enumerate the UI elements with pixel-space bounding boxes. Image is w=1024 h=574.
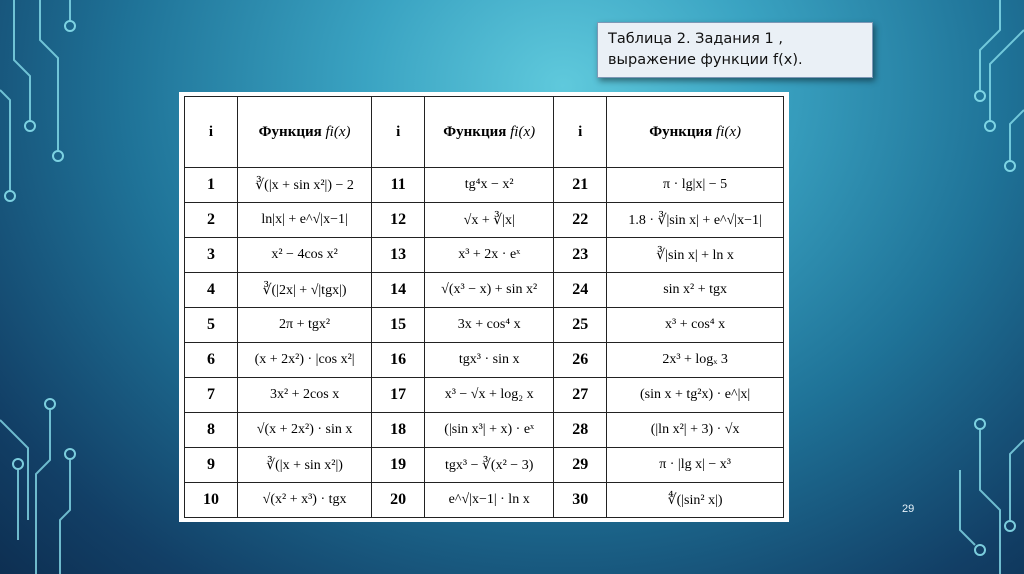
index-cell: 27 [554,378,607,413]
index-cell: 7 [185,378,238,413]
header-i: i [372,97,425,168]
index-cell: 2 [185,203,238,238]
table-row [185,168,784,203]
caption-line-1: Таблица 2. Задания 1 , [608,31,783,47]
index-cell: 25 [554,308,607,343]
index-cell: 14 [372,273,425,308]
index-cell: 8 [185,413,238,448]
function-cell: ∛|sin x| + ln x [607,238,784,273]
header-function [425,97,554,168]
index-cell: 29 [554,448,607,483]
table-row [185,238,784,273]
caption-line-2: выражение функции f(x). [608,52,803,68]
index-cell: 20 [372,483,425,518]
table-row [185,378,784,413]
function-cell: tg⁴x − x² [425,168,554,203]
function-cell: tgx³ · sin x [425,343,554,378]
index-cell: 4 [185,273,238,308]
function-cell: π · lg|x| − 5 [607,168,784,203]
index-cell: 1 [185,168,238,203]
function-cell: (x + 2x²) · |cos x²| [238,343,372,378]
function-cell: (|ln x²| + 3) · √x [607,413,784,448]
table-header-row [185,97,784,168]
table-row [185,343,784,378]
index-cell: 9 [185,448,238,483]
index-cell: 11 [372,168,425,203]
table-row [185,308,784,343]
index-cell: 5 [185,308,238,343]
table-row [185,273,784,308]
header-function-word: Функция [258,123,322,140]
function-cell: x³ + cos⁴ x [607,308,784,343]
function-cell: x³ + 2x · eˣ [425,238,554,273]
index-cell: 30 [554,483,607,518]
function-cell: sin x² + tgx [607,273,784,308]
index-cell: 19 [372,448,425,483]
index-cell: 18 [372,413,425,448]
function-cell: e^√|x−1| · ln x [425,483,554,518]
function-cell: 3x + cos⁴ x [425,308,554,343]
functions-table [184,96,784,518]
header-function [238,97,372,168]
header-function-word: Функция [649,123,713,140]
function-cell: x² − 4cos x² [238,238,372,273]
header-i: i [554,97,607,168]
table-row [185,483,784,518]
function-cell: x³ − √x + log₂ x [425,378,554,413]
function-cell: 1.8 · ∛|sin x| + e^√|x−1| [607,203,784,238]
header-i: i [185,97,238,168]
function-cell: π · |lg x| − x³ [607,448,784,483]
index-cell: 12 [372,203,425,238]
index-cell: 21 [554,168,607,203]
table-row [185,413,784,448]
function-cell: ∛(|2x| + √|tgx|) [238,273,372,308]
header-function-symbol: fi(x) [716,123,742,140]
index-cell: 13 [372,238,425,273]
index-cell: 22 [554,203,607,238]
function-cell: tgx³ − ∛(x² − 3) [425,448,554,483]
function-cell: ∛(|x + sin x²|) [238,448,372,483]
header-function-word: Функция [443,123,507,140]
function-cell: √x + ∛|x| [425,203,554,238]
header-function-symbol: fi(x) [325,123,351,140]
index-cell: 16 [372,343,425,378]
header-function-symbol: fi(x) [510,123,536,140]
function-cell: ∛(|x + sin x²|) − 2 [238,168,372,203]
functions-table-container [179,92,789,522]
header-function [607,97,784,168]
function-cell: (sin x + tg²x) · e^|x| [607,378,784,413]
table-row [185,448,784,483]
function-cell: ln|x| + e^√|x−1| [238,203,372,238]
table-body [185,168,784,518]
index-cell: 23 [554,238,607,273]
function-cell: √(x + 2x²) · sin x [238,413,372,448]
index-cell: 24 [554,273,607,308]
function-cell: 3x² + 2cos x [238,378,372,413]
index-cell: 28 [554,413,607,448]
table-caption [597,22,873,78]
function-cell: 2π + tgx² [238,308,372,343]
table-row [185,203,784,238]
function-cell: (|sin x³| + x) · eˣ [425,413,554,448]
index-cell: 3 [185,238,238,273]
function-cell: 2x³ + logₓ 3 [607,343,784,378]
function-cell: √(x² + x³) · tgx [238,483,372,518]
function-cell: √(x³ − x) + sin x² [425,273,554,308]
index-cell: 17 [372,378,425,413]
slide-number: 29 [902,503,915,515]
index-cell: 10 [185,483,238,518]
function-cell: ∜(|sin² x|) [607,483,784,518]
index-cell: 6 [185,343,238,378]
index-cell: 15 [372,308,425,343]
index-cell: 26 [554,343,607,378]
